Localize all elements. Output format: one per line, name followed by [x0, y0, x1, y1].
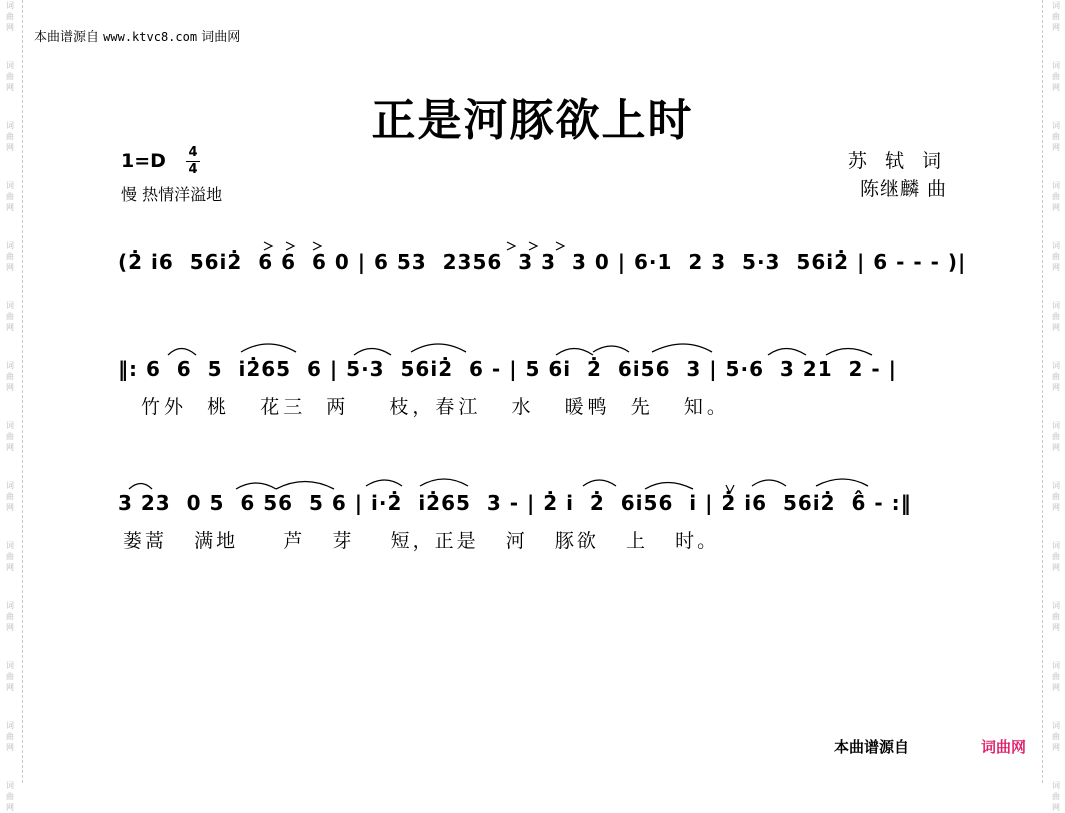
side-watermark: 词 曲 网 [1052, 241, 1060, 272]
source-site: 词曲网 [201, 30, 241, 45]
side-watermark: 词 曲 网 [6, 541, 14, 572]
footer-site-logo[interactable]: 词曲网 [981, 738, 1027, 756]
side-watermark: 词 曲 网 [6, 421, 14, 452]
side-watermark: 词 曲 网 [1052, 421, 1060, 452]
side-watermark: 词 曲 网 [6, 181, 14, 212]
lyricist-credit: 苏 轼 词 [847, 150, 947, 172]
side-watermark: 词 曲 网 [1052, 721, 1060, 752]
side-watermark: 词 曲 网 [1052, 301, 1060, 332]
side-watermark: 词 曲 网 [6, 241, 14, 272]
time-signature-top: 4 [188, 145, 198, 160]
source-prefix: 本曲谱源自 [34, 30, 100, 45]
side-watermark: 词 曲 网 [1052, 601, 1060, 632]
time-signature [186, 146, 200, 177]
side-watermark: 词 曲 网 [6, 721, 14, 752]
score-line-3: 3 23 0 5 6 56 5 6 | i̇·2̇ i̇2̇65 3 - | 2̇ i̇ 2̇ 6i̇56 i̇ | 2̇ i̇6 56i̇2̇ 6̂ - :‖ [118, 491, 912, 515]
time-signature-bottom: 4 [188, 162, 198, 177]
score-line-2: ‖: 6 6 5 i̇2̇65 6 | 5·3 56i̇2̇ 6 - | 5 6i̇ 2̇ 6i̇56 3 | 5·6 3 21 2 - | [118, 357, 897, 381]
source-header [34, 26, 240, 45]
footer-source-label: 本曲谱源自 [834, 738, 910, 756]
score-line-1: (2̇ i̇6 56i̇2̇ 6 6 6 0 | 6 53 2356 3 3 3 0 | 6·1 2 3 5·3 56i̇2̇ | 6 - - - )| [118, 250, 967, 274]
side-watermark: 词 曲 网 [6, 781, 14, 812]
side-watermark: 词 曲 网 [6, 481, 14, 512]
side-watermark: 词 曲 网 [1052, 781, 1060, 812]
side-watermark: 词 曲 网 [6, 361, 14, 392]
side-watermark: 词 曲 网 [1052, 481, 1060, 512]
tempo-marking: 慢 热情洋溢地 [121, 185, 223, 204]
side-watermark: 词 曲 网 [6, 301, 14, 332]
lyrics-line-3: 蒌蒿 满地 芦 芽 短，正是 河 豚欲 上 时。 [123, 530, 720, 552]
side-watermark: 词 曲 网 [1052, 1, 1060, 32]
side-watermark: 词 曲 网 [1052, 61, 1060, 92]
side-watermark: 词 曲 网 [1052, 661, 1060, 692]
side-watermark: 词 曲 网 [1052, 361, 1060, 392]
lyrics-line-2: 竹外 桃 花三 两 枝，春江 水 暖鸭 先 知。 [141, 396, 730, 418]
composer-credit: 陈继麟 曲 [859, 178, 947, 200]
side-watermark: 词 曲 网 [6, 61, 14, 92]
side-watermark: 词 曲 网 [6, 121, 14, 152]
song-title: 正是河豚欲上时 [371, 95, 694, 146]
side-watermark: 词 曲 网 [6, 601, 14, 632]
key-signature: 1=D [121, 150, 166, 172]
source-url[interactable]: www.ktvc8.com [103, 30, 198, 44]
side-watermark: 词 曲 网 [1052, 121, 1060, 152]
side-watermark: 词 曲 网 [1052, 181, 1060, 212]
side-watermark: 词 曲 网 [6, 1, 14, 32]
side-watermark: 词 曲 网 [1052, 541, 1060, 572]
side-watermark: 词 曲 网 [6, 661, 14, 692]
